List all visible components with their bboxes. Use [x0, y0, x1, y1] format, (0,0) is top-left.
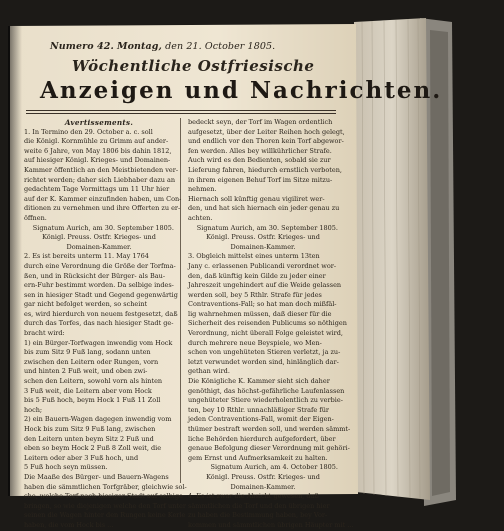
issue-number: Numero 42.: [50, 41, 114, 52]
text-line: den, daß künftig kein Gilde zu jeder einer: [188, 271, 326, 280]
text-line: thümer bestraft werden soll, und werden sämmt-: [188, 425, 351, 433]
text-line: gethan wird.: [188, 367, 230, 376]
text-line: haben die sämmtlichen Torfgräber, gleichwie sol-: [24, 482, 187, 491]
text-line: gedachtem Tage Vormittags um 11 Uhr hier: [24, 185, 170, 194]
text-line: Die Königliche K. Kammer sieht sich daher: [188, 377, 330, 386]
text-line: Signatum Aurich, am 30. September 1805.: [196, 223, 338, 232]
issue-header: [50, 41, 275, 52]
text-line: richtet werden; daher sich Liebhaber dazu an: [24, 175, 176, 184]
text-line: den Leitern unten beym Sitz 2 Fuß und: [24, 434, 154, 443]
text-line: den, und hat sich hiernach ein jeder genau zu: [188, 204, 340, 213]
text-line: in ihrem eigenen Behuf Torf im Sitze mitzu-: [188, 175, 333, 184]
text-line: Contraventions-Fall; so hat man doch mißfäl-: [188, 300, 337, 309]
text-line: haben, die vom Hock bis ...: [24, 520, 114, 529]
text-line: es, wird hierdurch von neuem festgesetzt, daß: [24, 309, 178, 318]
text-line: bedeckt seyn, der Torf im Wagen ordentlich: [188, 118, 333, 126]
text-line: werden soll, bey 5 Rthlr. Strafe für jedes: [188, 290, 322, 299]
text-line: durch das Torfes, das nach hiesiger Stadt ge-: [24, 319, 174, 328]
text-line: Domainen-Kammer.: [230, 242, 296, 251]
text-line: Sicherheit des reisenden Publicums so nöthigen: [188, 319, 347, 328]
text-line: Hock bis zum Sitz 9 Fuß lang, zwischen: [24, 425, 156, 433]
text-line: schen den Leitern, sowohl vorn als hinten: [24, 377, 163, 386]
text-line: Leitern oder aber 3 Fuß hoch, und: [24, 453, 139, 462]
text-line: durch eine Verordnung die Größe der Torfma-: [24, 261, 176, 270]
masthead-rule: [26, 110, 336, 111]
text-line: hoch;: [24, 405, 43, 414]
text-line: Signatum Aurich, am 4. October 1805.: [210, 463, 338, 472]
text-line: jeden Contraventions-Fall, womit der Eigen-: [188, 415, 334, 424]
text-line: Die Maaße des Bürger- und Bauern-Wagens: [24, 472, 169, 481]
text-line: Königl. Preuss. Ostfr. Krieges- und: [42, 233, 156, 242]
text-line: eben so beym Hock 2 Fuß 8 Zoll weit, die: [24, 444, 162, 453]
text-line: Jany c. erlassenen Publicandi verordnet wor-: [188, 261, 337, 270]
text-line: gar nicht befolget werden, so scheint: [24, 300, 148, 309]
text-line: kommen und sämmtlichen übrigen Häupter mit ...: [188, 520, 354, 529]
text-line: 1) ein Bürger-Torfwagen inwendig vom Hock: [24, 338, 173, 347]
text-line: durch mehrere neue Beyspiele, wo Men-: [188, 338, 322, 347]
text-line: weite 6 Jahre, von May 1806 bis dahin 1812,: [24, 146, 172, 155]
text-line: schen von ungehüteten Stieren verletzt, ja zu-: [188, 348, 341, 357]
page-content: [12, 26, 443, 529]
text-line: bracht wird:: [24, 329, 65, 338]
text-line: 2. Es ist bereits unterm 11. May 1764: [24, 252, 149, 261]
text-line: 1. In Termino den 29. October a. c. soll: [24, 127, 153, 136]
text-line: liche Behörden hierdurch aufgefordert, über: [188, 434, 336, 443]
text-line: Hiernach soll künftig genau vigiliret wer-: [188, 194, 325, 203]
masthead-subtitle: Wöchentliche Ostfriesische: [72, 57, 315, 75]
text-line: bis 5 Fuß hoch, beym Hock 1 Fuß 11 Zoll: [24, 396, 161, 405]
text-line: ten, bey 10 Rthlr. unnachläßiger Strafe für: [188, 405, 330, 414]
text-line: 3 Fuß weit, die Leitern aber vom Hock: [24, 386, 152, 395]
text-line: gem Ernst und Aufmerksamkeit zu halten.: [188, 453, 328, 462]
text-line: Verordnung, nicht überall Folge geleistet wird,: [188, 329, 343, 338]
issue-date: den 21. October 1805.: [165, 41, 276, 52]
text-line: seinen die Wagen hinter den Rungen keine Kerle: [24, 511, 186, 520]
text-line: Domainen-Kammer.: [66, 242, 132, 251]
text-line: letzt verwundet worden sind, hinlänglich dar-: [188, 357, 339, 366]
text-line: zwischen den Leitern oder Rungen, vorn: [24, 357, 159, 366]
text-line: auf hiesiger Königl. Krieges- und Domainen-: [24, 156, 171, 165]
text-line: aufgesetzt, über der Leiter Reihen hoch gelegt,: [188, 127, 345, 136]
left-column: [24, 118, 187, 531]
text-line: sen in hiesiger Stadt und Gegend gegenwärtig: [24, 290, 178, 299]
text-line: fen werden. Alles bey willkührlicher Strafe.: [188, 146, 332, 155]
text-line: 4. Es ist zwar die Absicht gewesen, daß: [188, 492, 319, 501]
text-line: ern-Fuhr bestimmt worden. Da selbige indes-: [24, 281, 174, 290]
text-line: Kammer öffentlich an den Meistbietenden ver-: [24, 165, 179, 174]
text-line: die Königl. Kornmühle zu Grimm auf ander-: [24, 137, 169, 146]
text-line: zu haben die Bestimmung haben, bey Vor-: [188, 511, 328, 520]
text-line: Auch wird es den Bedienten, sobald sie zur: [188, 156, 331, 165]
column-divider: [180, 118, 181, 483]
text-line: und endlich vor den Thoren kein Torf abgewor-: [188, 137, 344, 146]
text-line: Lieferung fahren, hiedurch ernstlich verboten,: [188, 165, 342, 174]
text-line: genaue Befolgung dieser Verordnung mit gehöri-: [188, 444, 350, 453]
text-line: ditionen zu vernehmen und ihre Offerten zu er-: [24, 204, 181, 213]
text-line: und hinten 2 Fuß weit, und oben zwi-: [24, 367, 148, 376]
text-line: Königl. Preuss. Ostfr. Krieges- und: [206, 472, 320, 481]
text-line: öffnen.: [24, 213, 47, 222]
text-line: Jahreszeit ungehindert auf die Weide gelassen: [188, 281, 342, 290]
text-line: che, welche Torf nach hiesiger Stadt auf selbige: [24, 492, 183, 501]
section-heading: Avertissements.: [64, 118, 134, 127]
text-line: ungehüteter Stiere wiederholentlich zu verbie-: [188, 396, 343, 405]
text-line: bringen, so wie diejenigen welche den Torf unter: [24, 501, 186, 510]
masthead-title: Anzeigen und Nachrichten.: [40, 77, 443, 104]
text-line: 5 Fuß hoch seyn müssen.: [24, 463, 108, 472]
text-line: Königl. Preuss. Ostfr. Krieges- und: [206, 233, 320, 242]
right-column: [188, 118, 354, 531]
text-line: auf der K. Kammer einzufinden haben, um Con-: [24, 194, 182, 203]
issue-day: Montag,: [117, 41, 162, 52]
text-line: 3. Obgleich mittelst eines unterm 13ten: [188, 252, 320, 261]
text-line: ßen, und in Rücksicht der Bürger- als Bau-: [24, 271, 166, 280]
text-line: sämmtlichen die Torf und den übrigen hier: [188, 501, 330, 510]
text-line: nehmen.: [188, 185, 217, 194]
text-line: bis zum Sitz 9 Fuß lang, sodann unten: [24, 348, 151, 357]
text-line: Signatum Aurich, am 30. September 1805.: [32, 223, 174, 232]
text-line: lig wahrnehmen müssen, daß dieser für die: [188, 309, 332, 318]
text-line: Domainen-Kammer.: [230, 482, 296, 491]
masthead-rule-thin: [26, 113, 336, 114]
text-line: 2) ein Bauern-Wagen dagegen inwendig vom: [24, 415, 172, 424]
text-line: achten.: [188, 213, 213, 222]
text-line: genöthigt, das höchst-gefährliche Laufenlassen: [188, 386, 345, 395]
